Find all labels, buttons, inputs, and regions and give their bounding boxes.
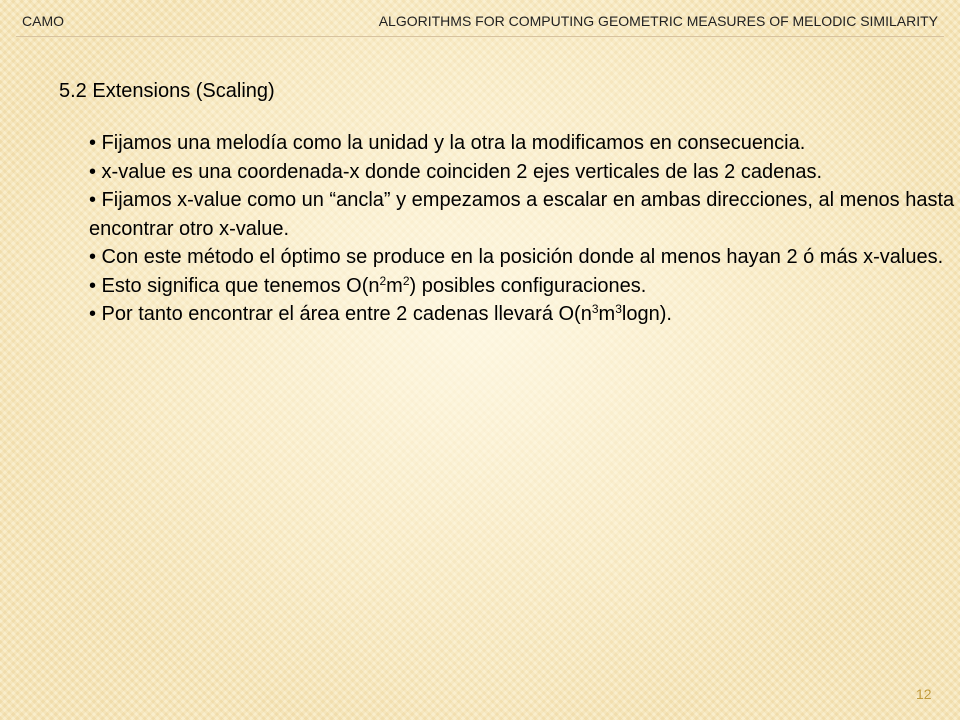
bullet-item [89,272,957,301]
bullet-item [89,300,957,329]
exponent: 3 [591,302,599,316]
header-title: ALGORITHMS FOR COMPUTING GEOMETRIC MEASURES OF MELODIC SIMILARITY [378,13,938,29]
bullet-text-suffix: ) posibles configuraciones. [409,274,647,297]
bullet-text-middle: m [386,274,403,297]
bullet-item: • Con este método el óptimo se produce en la posición donde al menos hayan 2 ó más x-values. [89,246,944,268]
bullet-text-prefix: • Esto significa que tenemos O(n [89,274,380,297]
bullet-text-prefix: • Por tanto encontrar el área entre 2 cadenas llevará O(n [89,303,592,325]
bullet-item: • Fijamos x-value como un “ancla” y empezamos a escalar en ambas direcciones, al menos hasta encontrar otro x-value. [89,189,955,240]
exponent: 3 [615,302,622,316]
bullet-text-middle: m [598,303,616,325]
exponent: 2 [379,273,387,288]
bullet-item: • Fijamos una melodía como la unidad y la otra la modificamos en consecuencia. [89,132,806,154]
bullet-item: • x-value es una coordenada-x donde coinciden 2 ejes verticales de las 2 cadenas. [89,160,823,183]
exponent: 2 [402,273,410,288]
header-left-label: CAMO [22,13,64,29]
section-title: 5.2 Extensions (Scaling) [59,80,275,102]
bullet-list [89,129,957,329]
bullet-text-suffix: logn). [621,303,672,325]
header-divider [16,36,944,37]
slide-header [22,13,938,31]
page-number: 12 [916,686,932,702]
